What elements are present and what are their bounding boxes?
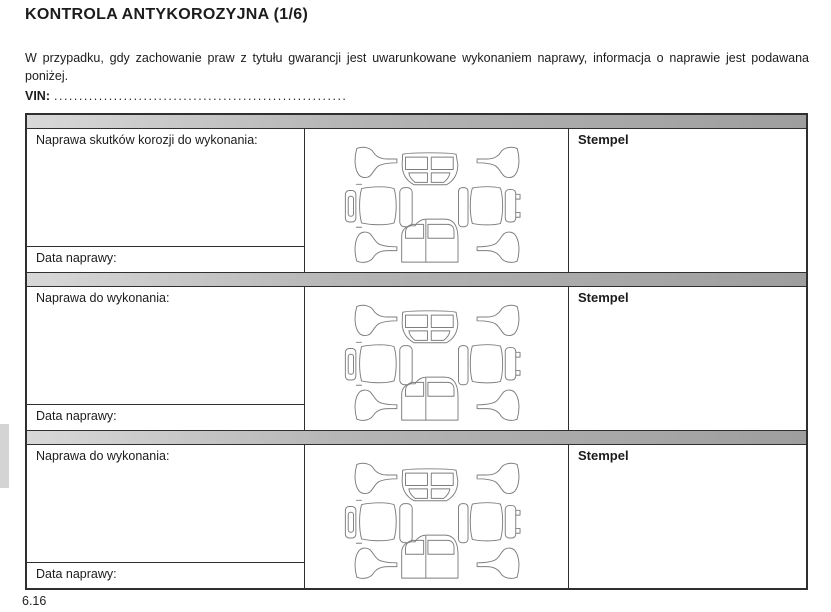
car-diagram-cell [305, 129, 569, 272]
intro-paragraph: W przypadku, gdy zachowanie praw z tytułu gwarancji jest uwarunkowane wykonaniem naprawy, informacja o naprawie jest podawana poniżej. [25, 51, 809, 84]
repair-date-cell [27, 563, 304, 588]
car-body-diagram-icon [339, 138, 535, 264]
repair-to-do-label: Naprawa do wykonania: [36, 449, 170, 463]
repair-column [27, 445, 305, 588]
vin-row [25, 89, 347, 103]
repair-to-do-label: Naprawa skutków korozji do wykonania: [36, 133, 258, 147]
repair-date-label: Data naprawy: [36, 251, 117, 265]
stamp-cell [569, 129, 806, 272]
stamp-label: Stempel [578, 448, 629, 463]
page-number: 6.16 [22, 594, 47, 608]
section-header-bar [27, 115, 806, 129]
repair-to-do-cell [27, 287, 304, 405]
vin-fill-in-line: ........................................................... [54, 89, 348, 103]
page-title: KONTROLA ANTYKOROZYJNA (1/6) [25, 6, 309, 23]
repair-date-cell [27, 247, 304, 272]
stamp-label: Stempel [578, 132, 629, 147]
car-body-diagram-icon [339, 296, 535, 422]
car-body-diagram-icon [339, 454, 535, 580]
car-diagram-cell [305, 287, 569, 430]
section-header-bar [27, 273, 806, 287]
repair-to-do-cell [27, 445, 304, 563]
repair-to-do-cell [27, 129, 304, 247]
stamp-cell [569, 445, 806, 588]
car-diagram-cell [305, 445, 569, 588]
section-header-bar [27, 431, 806, 445]
repair-section-1 [27, 115, 806, 272]
stamp-label: Stempel [578, 290, 629, 305]
stamp-cell [569, 287, 806, 430]
repair-date-label: Data naprawy: [36, 409, 117, 423]
repair-section-2 [27, 272, 806, 430]
repair-date-cell [27, 405, 304, 430]
repair-section-3 [27, 430, 806, 588]
vin-label: VIN: [25, 89, 50, 103]
repair-column [27, 287, 305, 430]
repair-to-do-label: Naprawa do wykonania: [36, 291, 170, 305]
repair-column [27, 129, 305, 272]
repair-date-label: Data naprawy: [36, 567, 117, 581]
scan-edge-artifact [0, 424, 9, 488]
corrosion-check-table [25, 113, 808, 590]
